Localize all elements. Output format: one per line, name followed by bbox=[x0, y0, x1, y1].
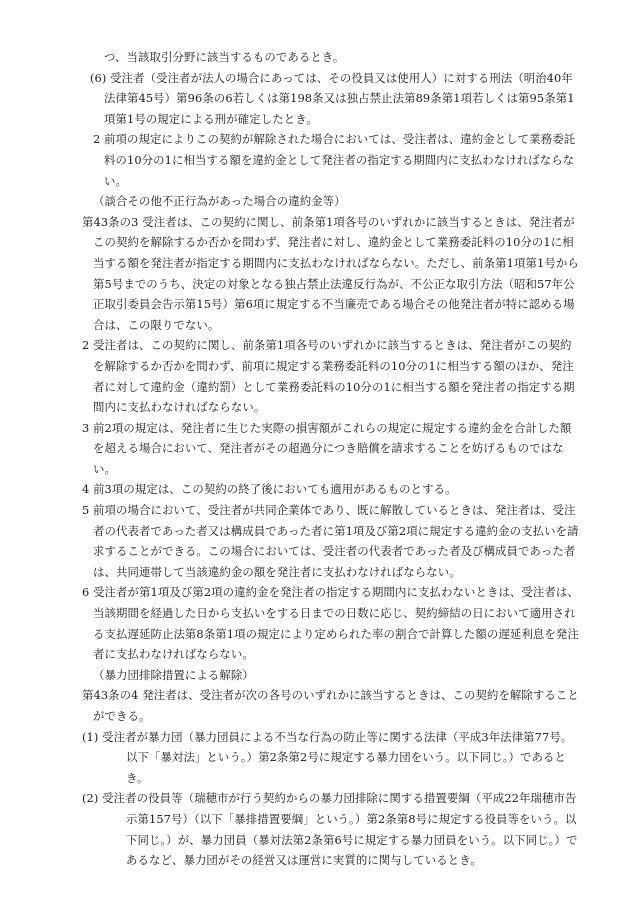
heading-article-43-4: （暴力団排除措置による解除） bbox=[93, 667, 254, 682]
article-43-3: 第43条の3 受注者は、この契約に関し、前条第1項各号のいずれかに該当するときは、発注者がこの契約を解除するか否かを問わず、発注者に対し、違約金として業務委託料の10分の1に相当する額を発注者が指定する期間内に支払わなければならない。ただし、前条第1項第1号から第5号までのうち、決定の対象となる独占禁止法違反行為が、不公正な取引方法（昭和57年公正取引委員会告示第15号）第6項に規定する不当廉売である場合その他発注者が特に認める場合は、この限りでない。 bbox=[82, 214, 579, 332]
paragraph-2: 2 前項の規定によりこの契約が解除された場合においては、受注者は、違約金として業務委託料の10分の1に相当する額を違約金として発注者の指定する期間内に支払わなければならない。 bbox=[93, 132, 576, 188]
article-43-4: 第43条の4 発注者は、受注者が次の各号のいずれかに該当するときは、この契約を解除することができる。 bbox=[82, 688, 579, 723]
article-43-4-item-2: (2) 受注者の役員等（瑞穂市が行う契約からの暴力団排除に関する措置要綱（平成22年瑞穂市告示第157号）（以下「暴排措置要綱」という。）第2条第8号に規定する役員等をいう。以下同じ。）が、暴力団員（暴対法第2条第6号に規定する暴力団員をいう。以下同じ。）であるなど、暴力団がその経営又は運営に実質的に関与しているとき。 bbox=[82, 791, 578, 868]
heading-article-43-3: （談合その他不正行為があった場合の違約金等） bbox=[93, 194, 346, 209]
continuation-line: つ、当該取引分野に該当するものであるとき。 bbox=[104, 50, 345, 64]
article-43-4-item-1: (1) 受注者が暴力団（暴力団員による不当な行為の防止等に関する法律（平成3年法律第77号。以下「暴対法」という。）第2条第2号に規定する暴力団をいう。以下同じ。）であるとき。 bbox=[82, 729, 573, 785]
article-43-3-paragraph-6: 6 受注者が第1項及び第2項の違約金を発注者の指定する期間内に支払わないときは、受注者は、当該期間を経過した日から支払いをする日までの日数に応じ、契約締結の日において適用される支払遅延防止法第8条第1項の規定により定められた率の割合で計算した額の遅延利息を発注者に支払わなければならない。 bbox=[82, 585, 579, 662]
item-6: (6) 受注者（受注者が法人の場合にあっては、その役員又は使用人）に対する刑法（明治40年法律第45号）第96条の6若しくは第198条又は独占禁止法第89条第1項若しくは第95条第1項第1号の規定による刑が確定したとき。 bbox=[90, 70, 575, 126]
article-43-3-paragraph-4: 4 前3項の規定は、この契約の終了後においても適用があるものとする。 bbox=[82, 482, 457, 497]
article-43-3-paragraph-5: 5 前項の場合において、受注者が共同企業体であり、既に解散しているときは、発注者は、受注者の代表者であった者又は構成員であった者に第1項及び第2項に規定する違約金の支払いを請求することができる。この場合においては、受注者の代表者であった者及び構成員であった者は、共同連帯して当該違約金の額を発注者に支払わなければならない。 bbox=[82, 503, 579, 579]
article-43-3-paragraph-2: 2 受注者は、この契約に関し、前条第1項各号のいずれかに該当するときは、発注者がこの契約を解除するか否かを問わず、前項に規定する業務委託料の10分の1に相当する額のほか、発注者に対して違約金（違約罰）として業務委託料の10分の1に相当する額を発注者の指定する期間内に支払わなければならない。 bbox=[82, 338, 575, 415]
article-43-3-paragraph-3: 3 前2項の規定は、発注者に生じた実際の損害額がこれらの規定に規定する違約金を合計した額を超える場合において、発注者がその超過分につき賠償を請求することを妨げるものではない。 bbox=[82, 420, 572, 476]
